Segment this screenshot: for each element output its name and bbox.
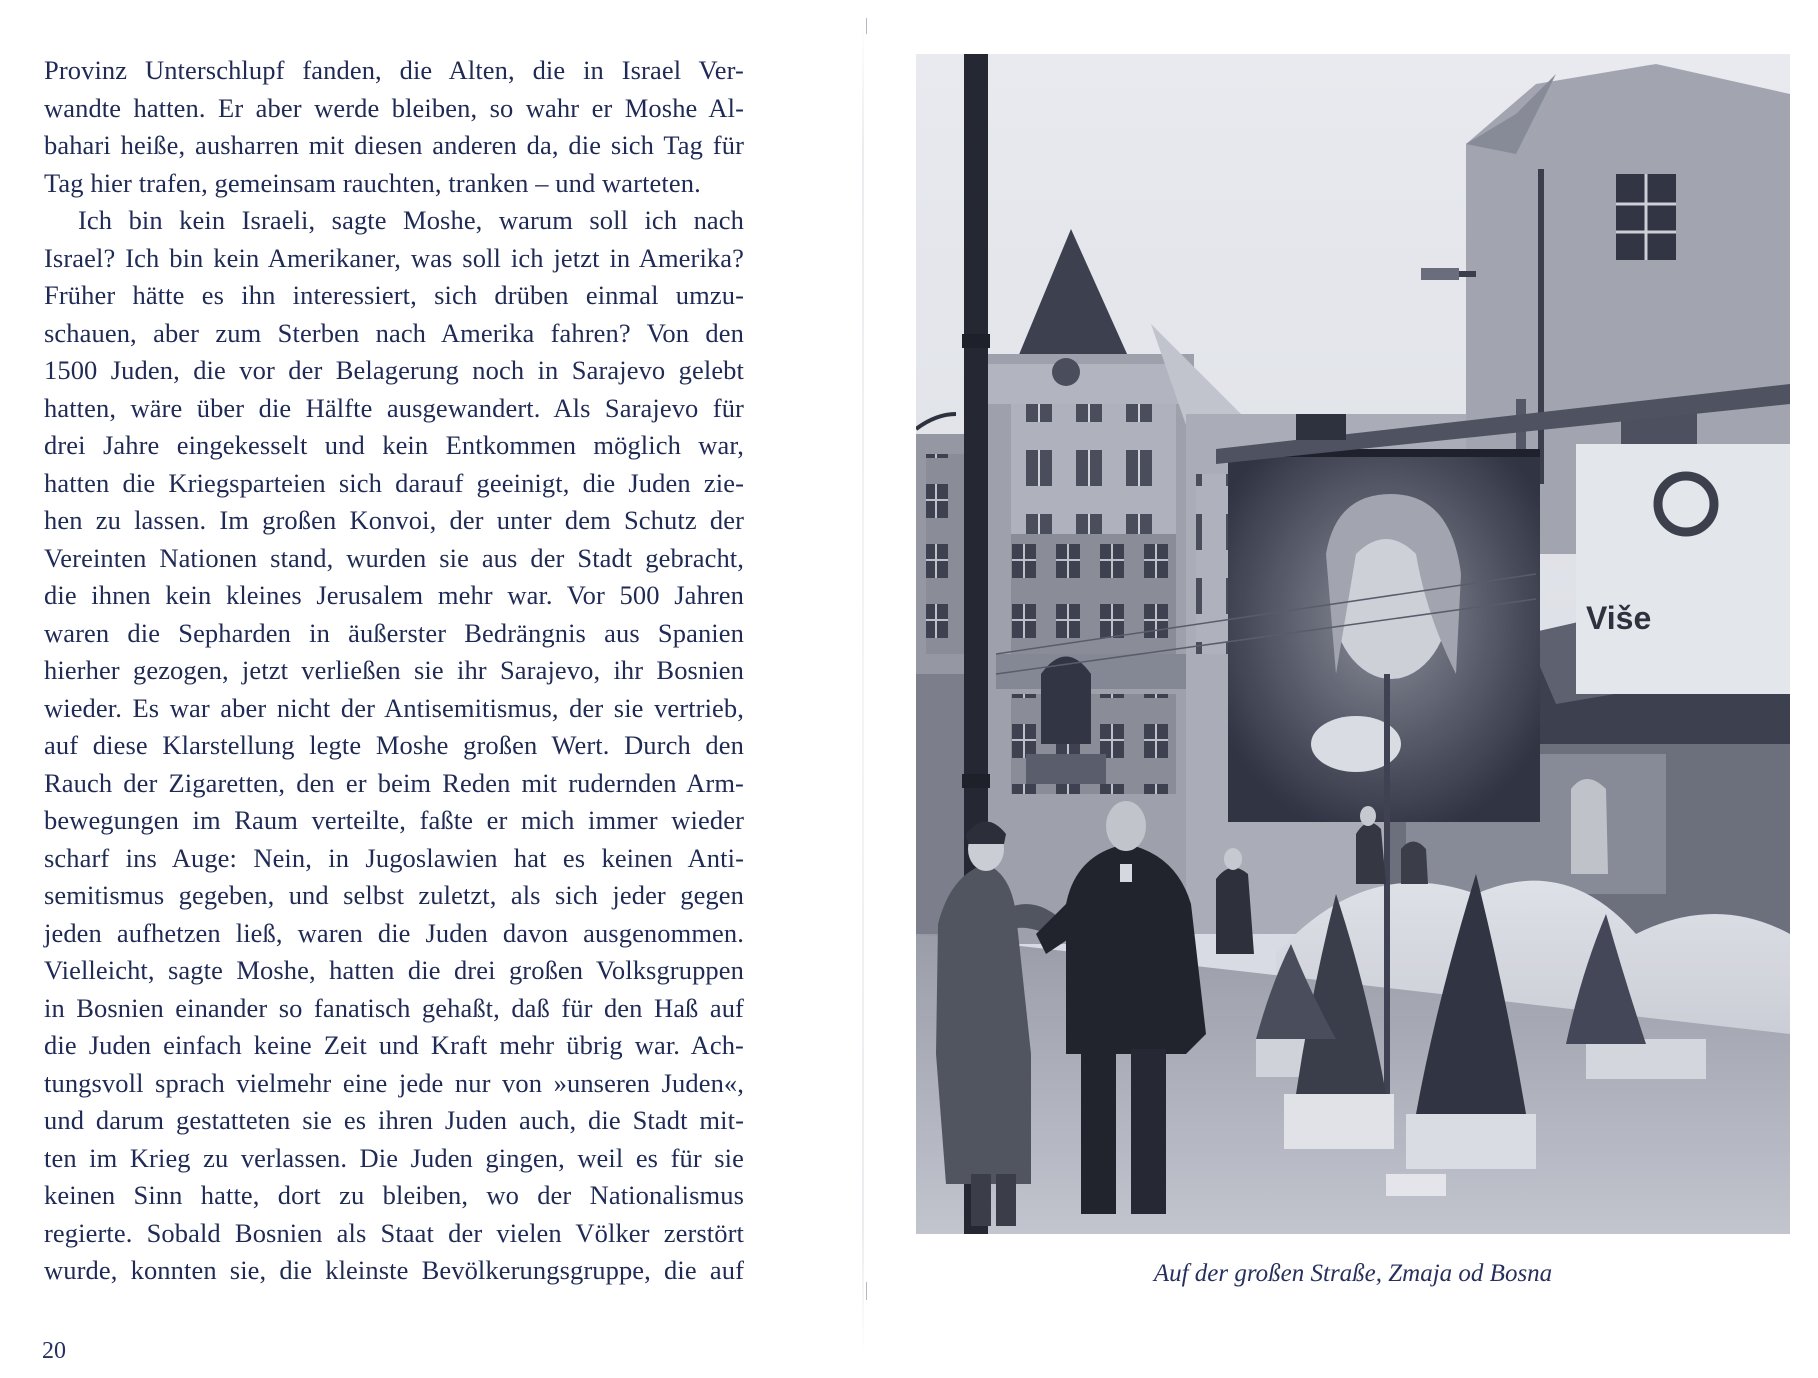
gutter-mark-top bbox=[866, 18, 867, 34]
text-line: tungsvoll sprach vielmehr eine jede nur von »unseren Juden«, bbox=[44, 1067, 744, 1098]
text-line: waren die Sepharden in äußerster Bedrängnis aus Spanien bbox=[44, 617, 744, 648]
text-line: hatten die Kriegsparteien sich darauf geeinigt, die Juden zie- bbox=[44, 467, 744, 498]
text-line: die ihnen kein kleines Jerusalem mehr war. Vor 500 Jahren bbox=[44, 580, 744, 610]
text-line: jeden aufhetzen ließ, waren die Juden davon ausgenommen. bbox=[44, 917, 744, 948]
text-line: Ich bin kein Israeli, sagte Moshe, warum soll ich nach bbox=[78, 205, 744, 235]
text-line: Vielleicht, sagte Moshe, hatten die drei großen Volksgruppen bbox=[44, 955, 744, 985]
text-line: drei Jahre eingekesselt und kein Entkommen möglich war, bbox=[44, 430, 744, 460]
text-line: semitismus gegeben, und selbst zuletzt, als sich jeder gegen bbox=[44, 880, 744, 910]
text-line: Früher hätte es ihn interessiert, sich drüben einmal umzu- bbox=[44, 280, 744, 310]
text-line: scharf ins Auge: Nein, in Jugoslawien hat es keinen Anti- bbox=[44, 842, 744, 873]
photo-caption: Auf der großen Straße, Zmaja od Bosna bbox=[1153, 1260, 1553, 1287]
text-line: Provinz Unterschlupf fanden, die Alten, die in Israel Ver- bbox=[44, 55, 744, 85]
page-number: 20 bbox=[42, 1338, 66, 1364]
text-line: 1500 Juden, die vor der Belagerung noch in Sarajevo gelebt bbox=[44, 355, 744, 385]
text-line: schauen, aber zum Sterben nach Amerika fahren? Von den bbox=[44, 317, 744, 348]
text-line: Israel? Ich bin kein Amerikaner, was soll ich jetzt in Amerika? bbox=[44, 242, 744, 273]
text-line: auf diese Klarstellung legte Moshe großen Wert. Durch den bbox=[44, 730, 744, 760]
page-gutter bbox=[862, 20, 864, 1360]
billboard-text: Više bbox=[1586, 600, 1652, 636]
left-page-text bbox=[44, 52, 744, 1290]
text-line: wieder. Es war aber nicht der Antisemitismus, der sie vertrieb, bbox=[44, 692, 744, 723]
gutter-mark-bottom bbox=[866, 1282, 867, 1300]
text-line: hatten, wäre über die Hälfte ausgewandert. Als Sarajevo für bbox=[44, 392, 744, 423]
text-line: ten im Krieg zu verlassen. Die Juden gingen, weil es für sie bbox=[44, 1142, 744, 1173]
text-line: Vereinten Nationen stand, wurden sie aus der Stadt gebracht, bbox=[44, 542, 744, 573]
text-line: Rauch der Zigaretten, den er beim Reden mit rudernden Arm- bbox=[44, 767, 744, 798]
text-line: keinen Sinn hatte, dort zu bleiben, wo der Nationalismus bbox=[44, 1180, 744, 1210]
text-line: die Juden einfach keine Zeit und Kraft mehr übrig war. Ach- bbox=[44, 1030, 744, 1060]
text-line: bahari heiße, ausharren mit diesen anderen da, die sich Tag für bbox=[44, 130, 744, 160]
street-photograph bbox=[916, 54, 1790, 1234]
text-line: bewegungen im Raum verteilte, faßte er mich immer wieder bbox=[44, 805, 744, 835]
text-line: regierte. Sobald Bosnien als Staat der vielen Völker zerstört bbox=[44, 1217, 744, 1248]
text-line: in Bosnien einander so fanatisch gehaßt, daß für den Haß auf bbox=[44, 992, 744, 1023]
photo-illustration bbox=[916, 54, 1790, 1234]
text-line: hierher gezogen, jetzt verließen sie ihr Sarajevo, ihr Bosnien bbox=[44, 655, 744, 685]
text-line: wandte hatten. Er aber werde bleiben, so wahr er Moshe Al- bbox=[44, 92, 744, 123]
text-line: hen zu lassen. Im großen Konvoi, der unter dem Schutz der bbox=[44, 505, 744, 535]
text-line: und darum gestatteten sie es ihren Juden auch, die Stadt mit- bbox=[44, 1105, 744, 1135]
text-line: Tag hier trafen, gemeinsam rauchten, tranken – und warteten. bbox=[44, 167, 701, 198]
text-line: wurde, konnten sie, die kleinste Bevölkerungsgruppe, die auf bbox=[44, 1255, 744, 1285]
